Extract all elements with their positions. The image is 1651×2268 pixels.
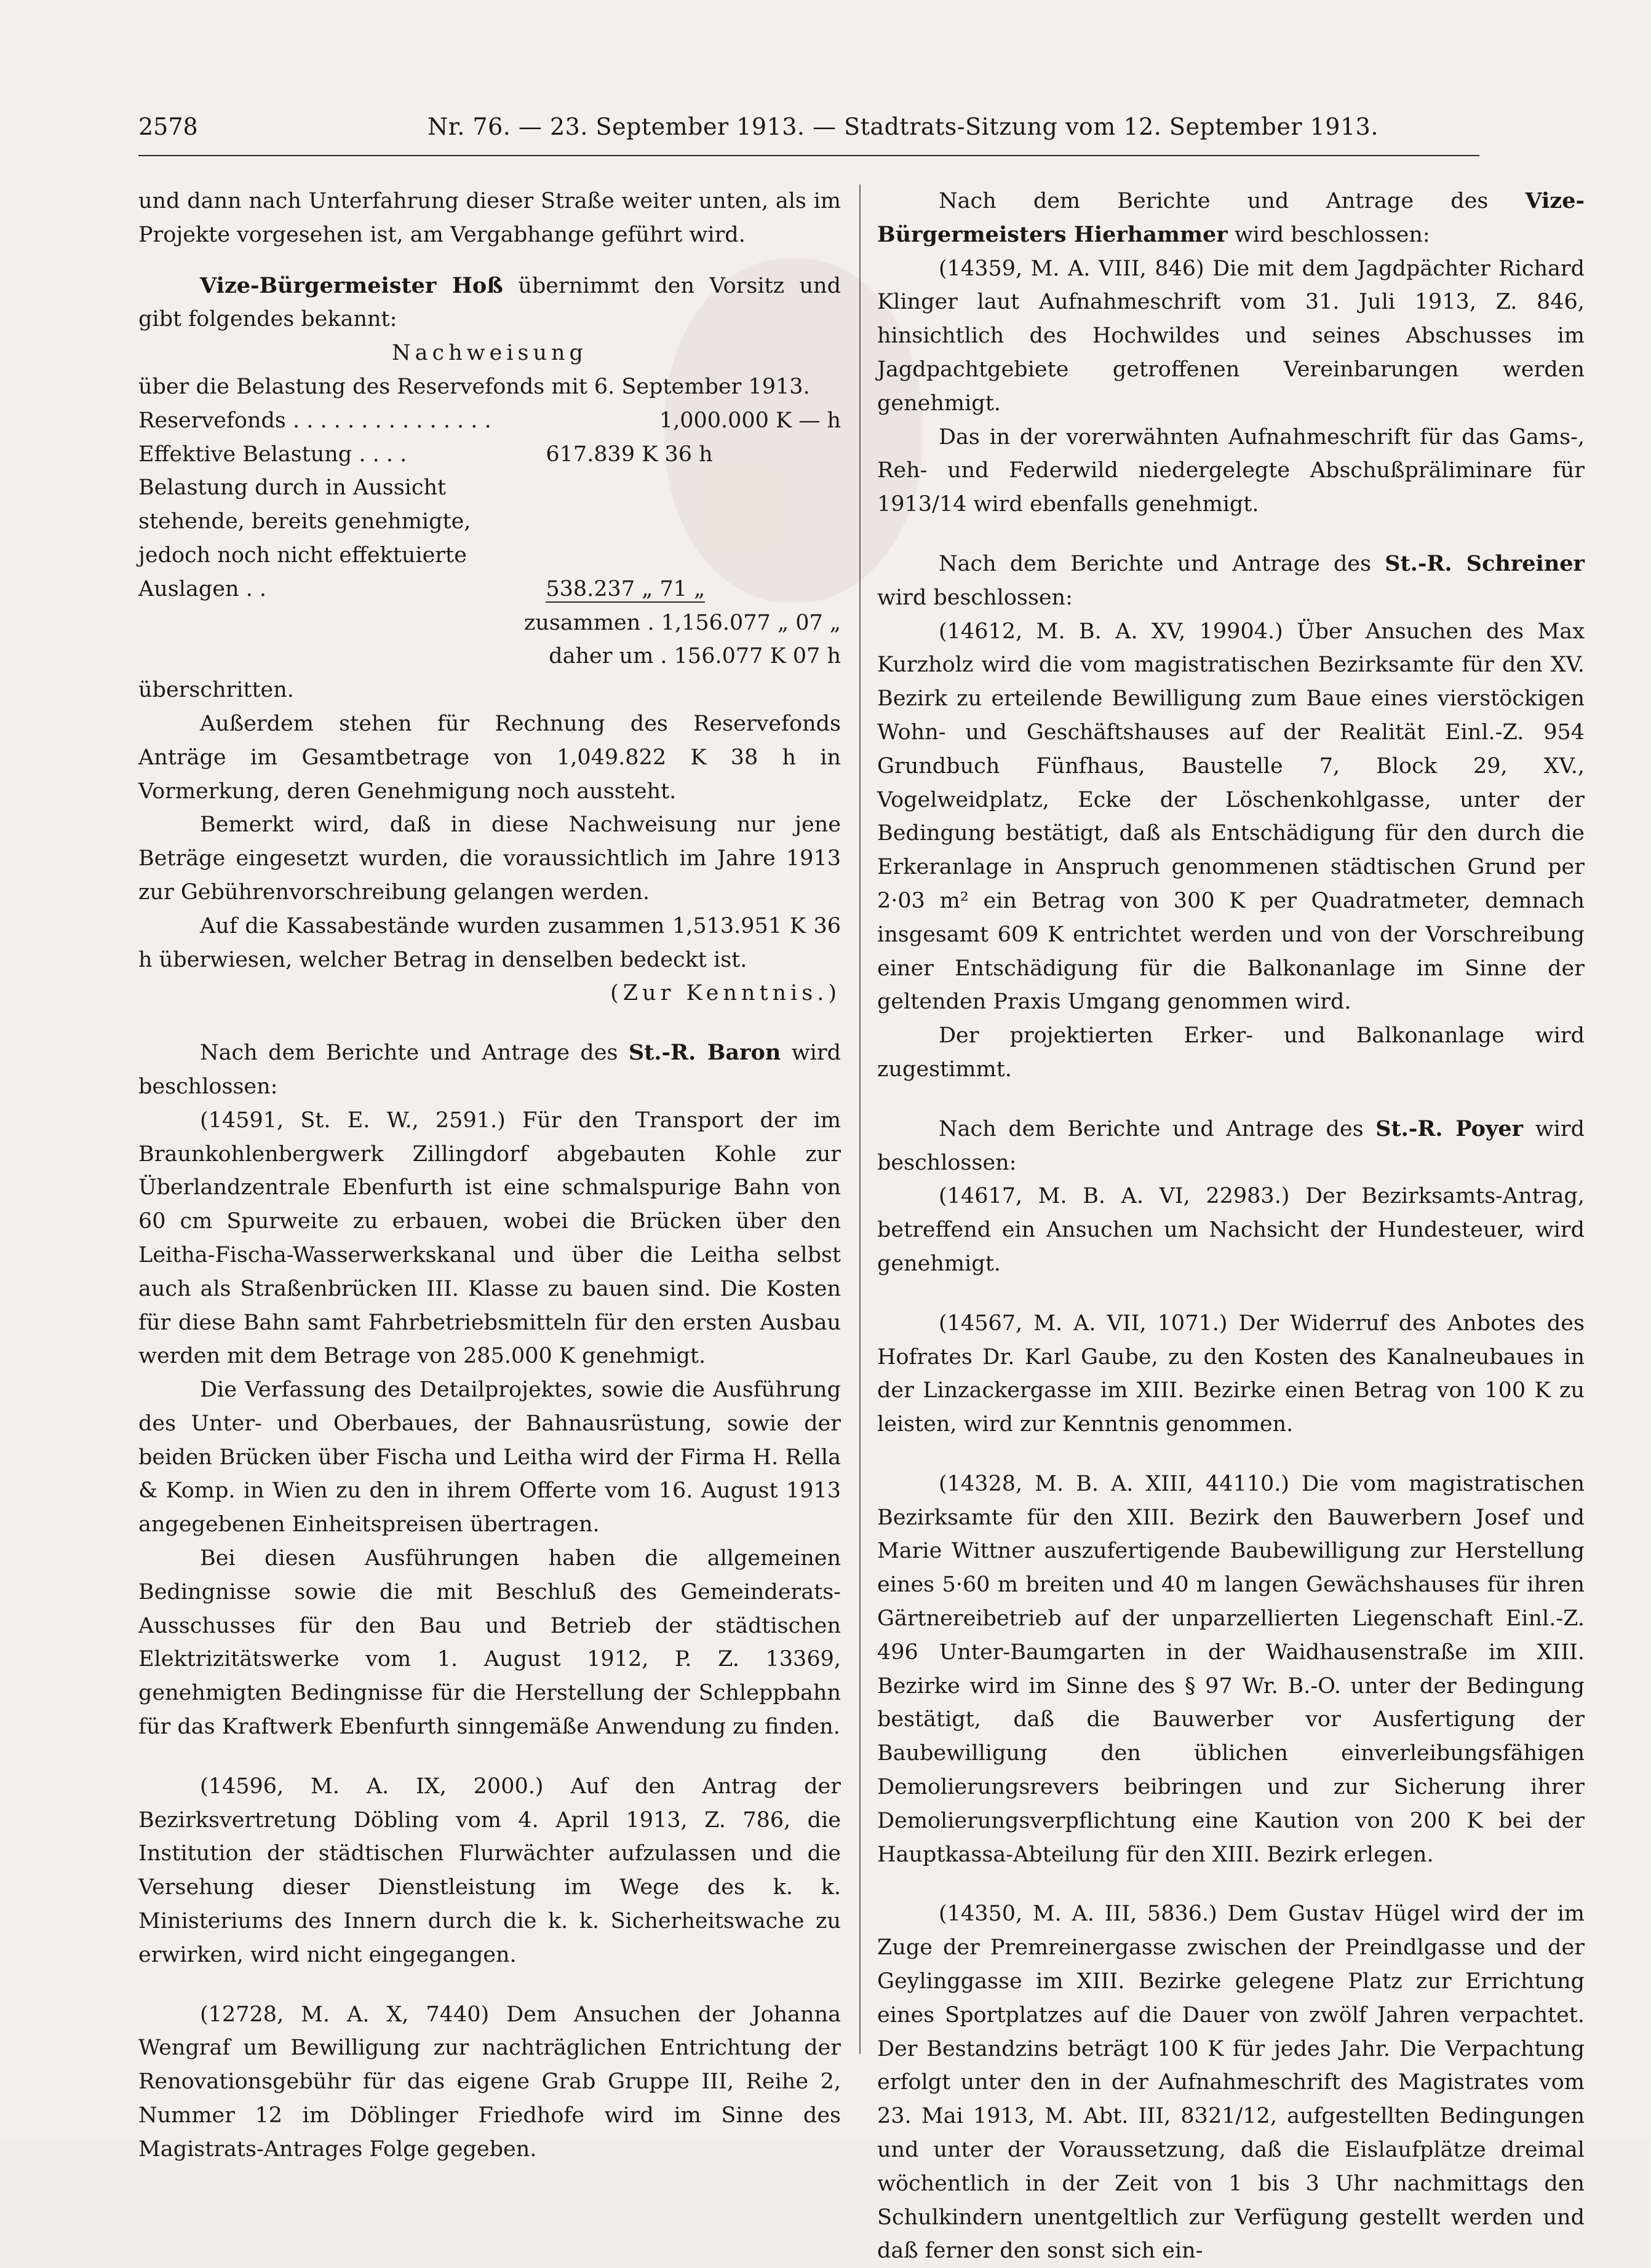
note: (Zur Kenntnis.) <box>610 981 841 1006</box>
paragraph: (14612, M. B. A. XV, 19904.) Über Ansuchen des Max Kurzholz wird die vom magistratischen Bezirksamte für den XV. Bezirk zu erteilende Bewilligung zum Baue eines vierstöckigen Wohn- und Geschäftshauses auf der Realität Einl.-Z. 954 Grundbuch Fünfhaus, Baustelle 7, Block 29, XV., Vogelweidplatz, Ecke der Löschenkohlgasse, unter der Bedingung bestätigt, daß als Entschädigung für den durch die Erkeranlage in Anspruch genommenen städtischen Grund per 2·03 m² ein Betrag von 300 K per Quadratmeter, demnach insgesamt 609 K entrichtet werden und von der Vorschreibung einer Entschädigung für die Balkonanlage im Sinne der geltenden Praxis Umgang genommen wird. <box>877 619 1585 1015</box>
right-column <box>877 184 1585 2268</box>
paragraph: Bemerkt wird, daß in diese Nachweisung nur jene Beträge eingesetzt wurden, die voraussichtlich im Jahre 1913 zur Gebührenvorschreibung gelangen werden. <box>138 812 841 905</box>
paragraph: (14591, St. E. W., 2591.) Für den Transport der im Braunkohlenbergwerk Zillingdorf abgebauten Kohle zur Überlandzentrale Ebenfurth ist eine schmalspurige Bahn von 60 cm Spurweite zu erbauen, wobei die Brücken über den Leitha-Fischa-Wasserwerkskanal und über die Leitha selbst auch als Straßenbrücken III. Klasse zu bauen sind. Die Kosten für diese Bahn samt Fahrbetriebsmitteln für den ersten Ausbau werden mit dem Betrage von 285.000 K genehmigt. <box>138 1108 841 1369</box>
paragraph: Der projektierten Erker- und Balkonanlage wird zugestimmt. <box>877 1023 1585 1082</box>
report-subtitle: über die Belastung des Reservefonds mit 6. September 1913. <box>138 374 810 399</box>
speaker-name: Vize-Bürgermeisters Hierhammer <box>877 188 1585 247</box>
report-title: Nachweisung <box>392 341 587 366</box>
balance-table <box>138 404 841 606</box>
paragraph: Auf die Kassabestände wurden zusammen 1,513.951 K 36 h überwiesen, welcher Betrag in denselben bedeckt ist. <box>138 913 841 972</box>
paragraph: (14328, M. B. A. XIII, 44110.) Die vom magistratischen Bezirksamte für den XIII. Bezirk den Bauwerbern Josef und Marie Wittner auszufertigende Baubewilligung zur Herstellung eines 5·60 m breiten und 40 m langen Gewächshauses für ihren Gärtnereibetrieb auf der unparzellierten Liegenschaft Einl.-Z. 496 Unter-Baumgarten in der Waidhausenstraße im XIII. Bezirke wird im Sinne des § 97 Wr. B.-O. unter der Bedingung bestätigt, daß die Bauwerber vor Ausfertigung der Baubewilligung den üblichen einverleibungsfähigen Demolierungsrevers beibringen und zur Sicherung ihrer Demolierungsverpflichtung eine Kaution von 200 K bei der Hauptkassa-Abteilung für den XIII. Bezirk erlegen. <box>877 1471 1585 1867</box>
paragraph: Bei diesen Ausführungen haben die allgemeinen Bedingnisse sowie die mit Beschluß des Gemeinderats-Ausschusses für den Bau und Betrieb der städtischen Elektrizitätswerke vom 1. August 1912, P. Z. 13369, genehmigten Bedingnisse für die Herstellung der Schleppbahn für das Kraftwerk Ebenfurth sinngemäße Anwendung zu finden. <box>138 1546 841 1740</box>
paragraph: Das in der vorerwähnten Aufnahmeschrift für das Gams-, Reh- und Federwild niedergelegte Abschußpräliminare für 1913/14 wird ebenfalls genehmigt. <box>877 424 1585 517</box>
paragraph: (14596, M. A. IX, 2000.) Auf den Antrag der Bezirksvertretung Döbling vom 4. April 1913, Z. 786, die Institution der städtischen Flurwächter aufzulassen und die Versehung dieser Dienstleistung im Wege des k. k. Ministeriums des Innern durch die k. k. Sicherheitswache zu erwirken, wird nicht eingegangen. <box>138 1774 841 1967</box>
left-column <box>138 184 841 2167</box>
table-row: Belastung durch in Aussicht stehende, bereits genehmigte, jedoch noch nicht effektuierte Auslagen . . 538.237 „ 71 „ <box>138 475 706 601</box>
paragraph: (14350, M. A. III, 5836.) Dem Gustav Hügel wird der im Zuge der Premreinergasse zwischen der Preindlgasse und der Geylinggasse im XIII. Bezirke gelegene Platz zur Errichtung eines Sportplatzes auf die Dauer von zwölf Jahren verpachtet. Der Bestandzins beträgt 100 K für jedes Jahr. Die Verpachtung erfolgt unter den in der Aufnahmeschrift des Magistrates vom 23. Mai 1913, M. Abt. III, 8321/12, aufgestellten Bedingungen und unter der Voraussetzung, daß die Eislaufplätze dreimal wöchentlich in der Zeit von 1 bis 3 Uhr nachmittags den Schulkindern unentgeltlich zur Verfügung gestellt werden und daß ferner den sonst sich ein- <box>877 1901 1585 2264</box>
paragraph: (14567, M. A. VII, 1071.) Der Widerruf des Anbotes des Hofrates Dr. Karl Gaube, zu den Kosten des Kanalneubaues in der Linzackergasse im XIII. Bezirke einen Betrag von 100 K zu leisten, wird zur Kenntnis genommen. <box>877 1310 1585 1437</box>
paragraph: Vize-Bürgermeister Hoß übernimmt den Vorsitz und gibt folgendes bekannt: <box>138 272 841 332</box>
header-rule <box>138 155 1479 156</box>
paragraph: Nach dem Berichte und Antrage des Vize-Bürgermeisters Hierhammer wird beschlossen: <box>877 188 1585 247</box>
speaker-name: St.-R. Baron <box>628 1040 781 1066</box>
paragraph: (12728, M. A. X, 7440) Dem Ansuchen der Johanna Wengraf um Bewilligung zur nachträglichen Entrichtung der Renovationsgebühr für das eigene Grab Gruppe III, Reihe 2, Nummer 12 im Döblinger Friedhofe wird im Sinne des Magistrats-Antrages Folge gegeben. <box>138 2002 841 2162</box>
speaker-name: Vize-Bürgermeister Hoß <box>200 272 503 298</box>
paragraph: Nach dem Berichte und Antrage des St.-R. Schreiner wird beschlossen: <box>877 550 1585 610</box>
table-row: Reservefonds . . . . . . . . . . . . . . . 1,000.000 K — h <box>138 408 841 433</box>
speaker-name: St.-R. Poyer <box>1375 1116 1524 1141</box>
paragraph: und dann nach Unterfahrung dieser Straße weiter unten, als im Projekte vorgesehen ist, am Vergabhange geführt wird. <box>138 189 841 247</box>
paragraph: Außerdem stehen für Rechnung des Reservefonds Anträge im Gesamtbetrage von 1,049.822 K 38 h in Vormerkung, deren Genehmigung noch aussteht. <box>138 711 841 804</box>
paragraph: (14617, M. B. A. VI, 22983.) Der Bezirksamts-Antrag, betreffend ein Ansuchen um Nachsicht der Hundesteuer, wird genehmigt. <box>877 1184 1585 1276</box>
speaker-name: St.-R. Schreiner <box>1385 550 1585 576</box>
paragraph: Nach dem Berichte und Antrage des St.-R. Baron wird beschlossen: <box>138 1040 841 1099</box>
paragraph: Die Verfassung des Detailprojektes, sowie die Ausführung des Unter- und Oberbaues, der Bahnausrüstung, sowie der beiden Brücken über Fischa und Leitha wird der Firma H. Rella & Komp. in Wien zu den in ihrem Offerte vom 16. August 1913 angegebenen Einheitspreisen übertragen. <box>138 1378 841 1537</box>
sum-line: zusammen . 1,156.077 „ 07 „ <box>523 610 841 635</box>
paragraph: (14359, M. A. VIII, 846) Die mit dem Jagdpächter Richard Klinger laut Aufnahmeschrift vom 31. Juli 1913, Z. 846, hinsichtlich des Hochwildes und seines Abschusses im Jagdpachtgebiete getroffenen Vereinbarungen werden genehmigt. <box>877 256 1585 416</box>
table-row: Effektive Belastung . . . . 617.839 K 36 h <box>138 442 713 467</box>
paragraph: Nach dem Berichte und Antrage des St.-R. Poyer wird beschlossen: <box>877 1116 1585 1175</box>
page-header <box>138 113 1479 150</box>
sum-line: daher um . 156.077 K 07 h <box>549 644 841 669</box>
paragraph: überschritten. <box>138 678 294 703</box>
page-number: 2578 <box>138 113 198 140</box>
column-divider <box>859 184 861 2054</box>
header-title: Nr. 76. — 23. September 1913. — Stadtrats-Sitzung vom 12. September 1913. <box>428 113 1378 140</box>
